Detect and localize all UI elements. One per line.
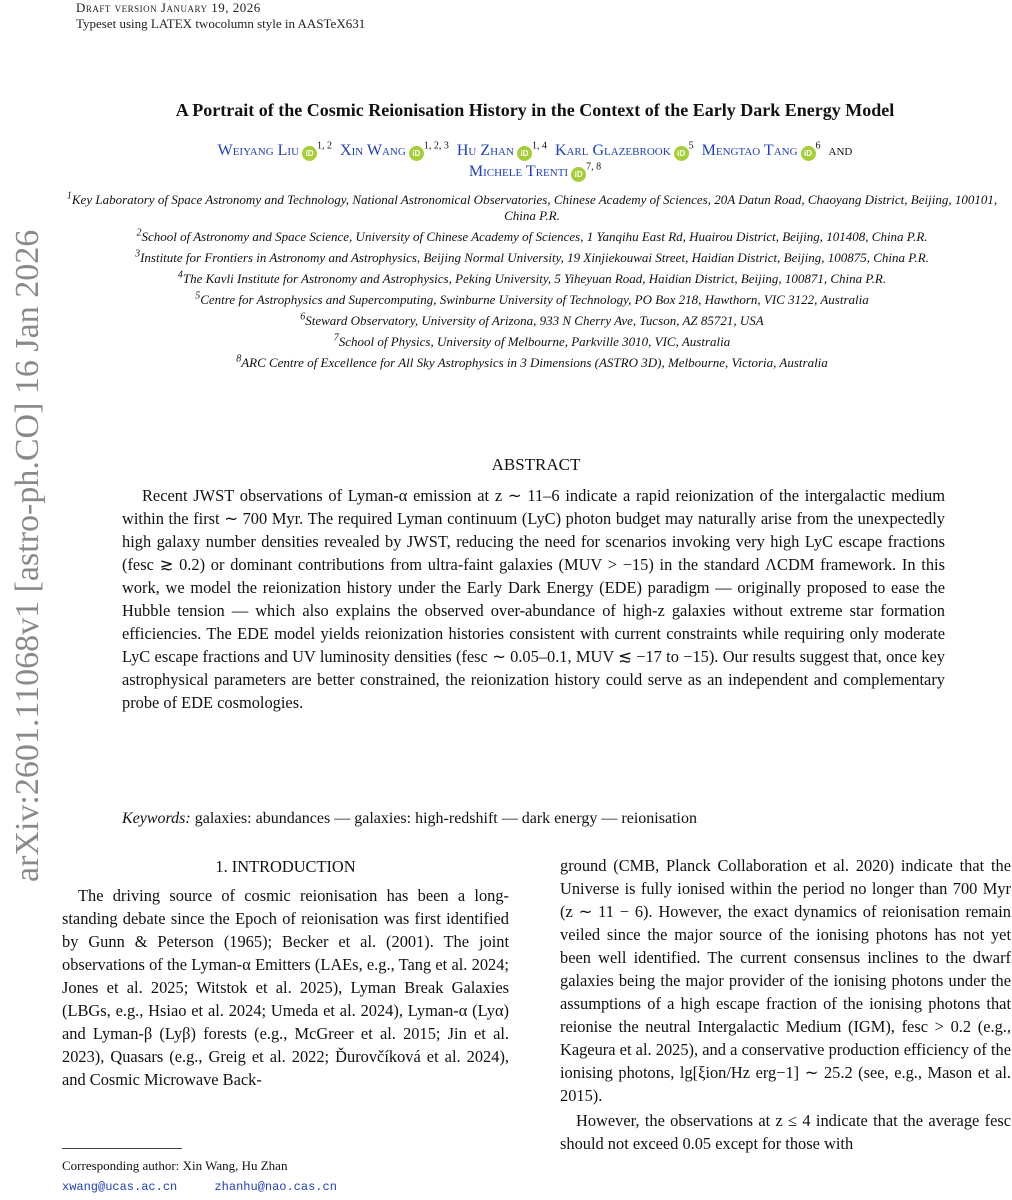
email-link[interactable]: zhanhu@nao.cas.cn (214, 1180, 337, 1194)
affiliation: $^8$ARC Centre of Excellence for All Sky Astrophysics in 3 Dimensions (ASTRO 3D), Melbourne, Victoria, Australia (236, 353, 828, 370)
intro-paragraph: The driving source of cosmic reionisation has been a long-standing debate since the Epoch of reionisation was first identified by Gunn & Peterson (1965); Becker et al. (2001). The joint observations of the Lyman-α Emitters (LAEs, e.g., Tang et al. 2024; Jones et al. 2025; Witstok et al. 2025), Lyman Break Galaxies (LBGs, e.g., Hsiao et al. 2024; Umeda et al. 2024), Lyman-α (Lyα) and Lyman-β (Lyβ) forests (e.g., McGreer et al. 2015; Jin et al. 2023), Quasars (e.g., Greig et al. 2022; Ďurovčíková et al. 2024), and Cosmic Microwave Back- (62, 886, 509, 1089)
emails (62, 1176, 371, 1197)
orcid-icon[interactable]: iD (302, 146, 317, 161)
right-column (560, 854, 1011, 1155)
page-header (76, 0, 365, 32)
corresponding-author: Corresponding author: Xin Wang, Hu Zhan (62, 1158, 288, 1173)
draft-version: Draft version January 19, 2026 (76, 0, 261, 15)
orcid-icon[interactable]: iD (674, 146, 689, 161)
email-link[interactable]: xwang@ucas.ac.cn (62, 1180, 178, 1194)
affiliation: $^6$Steward Observatory, University of Arizona, 933 N Cherry Ave, Tucson, AZ 85721, USA (300, 311, 764, 328)
orcid-icon[interactable]: iD (571, 167, 586, 182)
intro-paragraph-next: However, the observations at z ≤ 4 indicate that the average fesc should not exceed 0.05 except for those with (560, 1111, 1011, 1153)
affiliations (62, 192, 1002, 376)
abstract-heading: ABSTRACT (491, 455, 581, 474)
affiliation: $^4$The Kavli Institute for Astronomy and Astrophysics, Peking University, 5 Yiheyuan Road, Haidian District, Beijing, 100871, China P.R. (177, 269, 887, 286)
affiliation: $^3$Institute for Frontiers in Astronomy and Astrophysics, Beijing Normal University, 19 Xinjiekouwai Street, Haidian District, Beijing, 100875, China P.R. (135, 248, 929, 265)
author-list (90, 140, 980, 182)
arxiv-identifier: arXiv:2601.11068v1 [astro-ph.CO] 16 Jan 2026 (9, 229, 46, 882)
typeset-note: Typeset using LATEX twocolumn style in AASTeX631 (76, 16, 366, 31)
authors-and: and (828, 142, 853, 159)
keywords (122, 810, 945, 828)
author[interactable]: Hu Zhan iD$^{1, 4}$ (456, 140, 547, 159)
keywords-label: Keywords: (122, 810, 191, 827)
author[interactable]: Mengtao Tang $iD^6$ (701, 140, 821, 159)
affiliation: $^1$Key Laboratory of Space Astronomy and Technology, National Astronomical Observatories, Chinese Academy of Sciences, 20A Datun Road, Chaoyang District, Beijing, 100101, China P.R. (66, 190, 998, 223)
author[interactable]: Karl Glazebrook $iD^5$ (554, 140, 694, 159)
orcid-icon[interactable]: iD (409, 146, 424, 161)
left-column (62, 855, 509, 1091)
affiliation: $^7$School of Physics, University of Melbourne, Parkville 3010, VIC, Australia (333, 332, 731, 349)
keywords-text: galaxies: abundances — galaxies: high-redshift — dark energy — reionisation (194, 810, 697, 827)
author[interactable]: Weiyang Liu iD$^{1, 2}$ (217, 140, 333, 159)
orcid-icon[interactable]: iD (801, 146, 816, 161)
section-heading: 1. INTRODUCTION (215, 857, 356, 876)
orcid-icon[interactable]: iD (517, 146, 532, 161)
affiliation: $^2$School of Astronomy and Space Science, University of Chinese Academy of Sciences, 1 Yanqihu East Rd, Huairou District, Beijing, 101408, China P.R. (136, 227, 928, 244)
footnote (62, 1156, 371, 1197)
intro-paragraph-continued: ground (CMB, Planck Collaboration et al. 2020) indicate that the Universe is fully ionised within the period no longer than 700 Myr (z ∼ 11 − 6). However, the exact dynamics of reionisation remain veiled since the major source of the ionising photons has not yet been well identified. The current consensus inclines to the dwarf galaxies being the major provider of the ionising photons under the assumptions of a high escape fraction of the ionising photons that reionise the neutral Intergalactic Medium (IGM), fesc > 0.2 (e.g., Kageura et al. 2025), and a conservative production efficiency of the ionising photons, lg[ξion/Hz erg−1] ∼ 25.2 (see, e.g., Mason et al. 2015). (560, 856, 1011, 1105)
abstract (122, 484, 945, 714)
paper-title: A Portrait of the Cosmic Reionisation History in the Context of the Early Dark Energy Model (175, 100, 895, 120)
author[interactable]: Xin Wang iD$^{1, 2, 3}$ (340, 140, 449, 159)
affiliation: $^5$Centre for Astrophysics and Supercomputing, Swinburne University of Technology, PO Box 218, Hawthorn, VIC 3122, Australia (195, 290, 869, 307)
footnote-rule (62, 1148, 182, 1149)
author[interactable]: Michele Trenti iD$^{7, 8}$ (468, 161, 602, 180)
abstract-text: Recent JWST observations of Lyman-α emission at z ∼ 11–6 indicate a rapid reionization of the intergalactic medium within the first ∼ 700 Myr. The required Lyman continuum (LyC) photon budget may naturally arise from the unexpectedly high galaxy number densities revealed by JWST, reducing the need for scenarios invoking very high LyC escape fractions (fesc ≳ 0.2) or dominant contributions from ultra-faint galaxies (MUV > −15) in the standard ΛCDM framework. In this work, we model the reionization history under the Early Dark Energy (EDE) paradigm — originally proposed to ease the Hubble tension — which also explains the observed over-abundance of high-z galaxies without extreme star formation efficiencies. The EDE model yields reionization histories consistent with current constraints while requiring only moderate LyC escape fractions and UV luminosity densities (fesc ∼ 0.05–0.1, MUV ≲ −17 to −15). Our results suggest that, once key astrophysical parameters are better constrained, the reionization history could serve as an independent and complementary probe of EDE cosmologies. (122, 486, 945, 712)
